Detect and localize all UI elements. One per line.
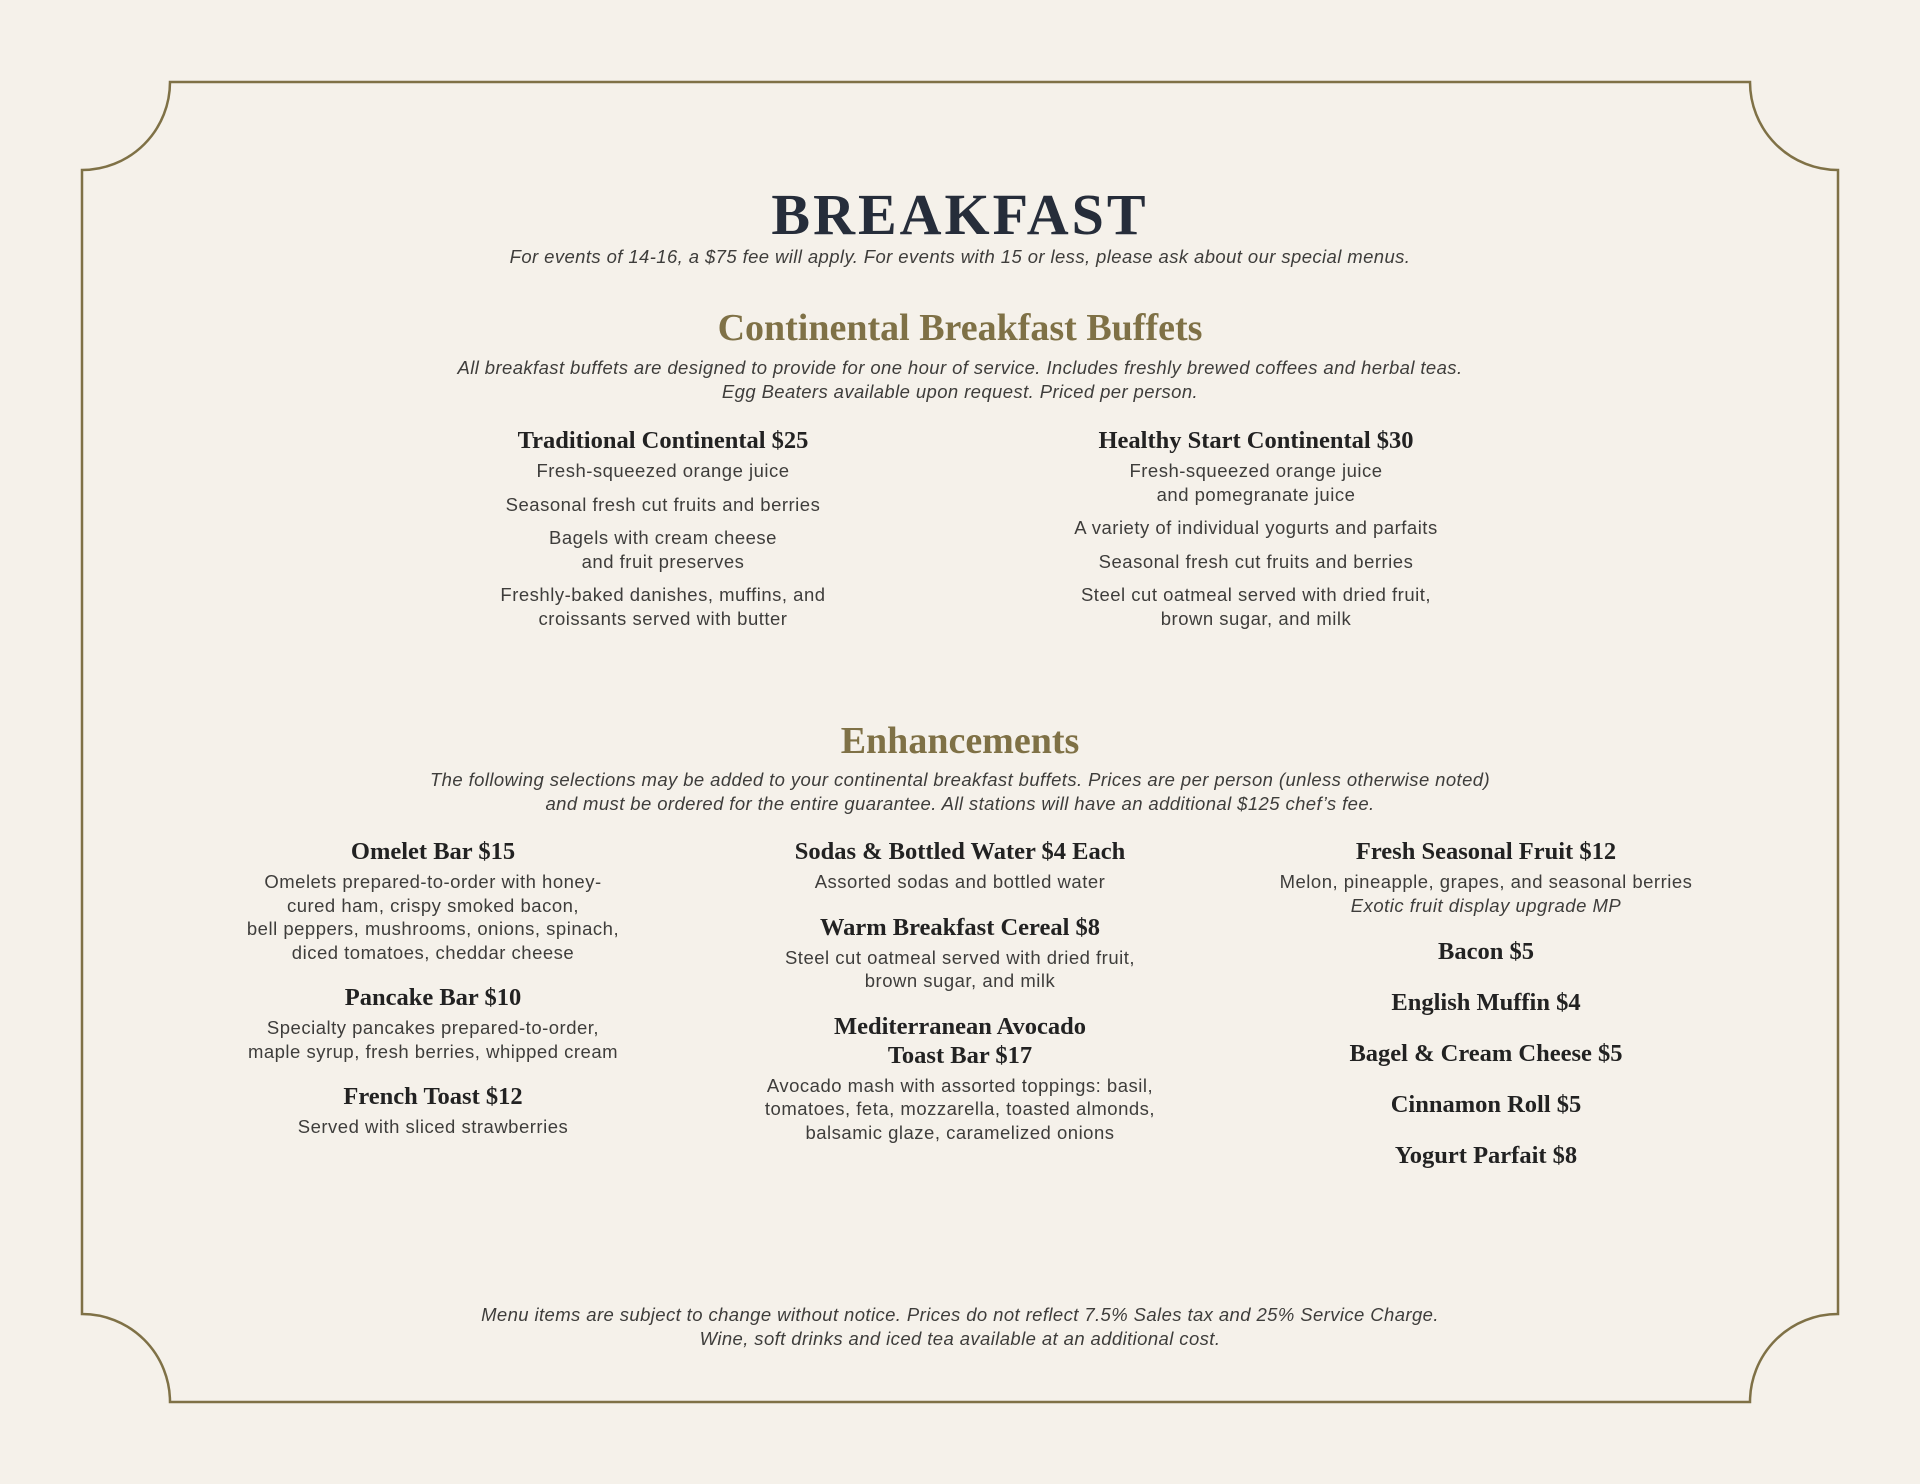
- header-note: For events of 14-16, a $75 fee will apply. For events with 15 or less, please ask about our special menus.: [509, 246, 1411, 267]
- continental-title: Continental Breakfast Buffets: [717, 307, 1203, 349]
- enhancement-line: Melon, pineapple, grapes, and seasonal berries: [1279, 871, 1693, 892]
- buffet-item-line: Seasonal fresh cut fruits and berries: [1098, 550, 1414, 572]
- enhancement-item-french-toast: [213, 1082, 653, 1139]
- enhancement-title: Warm Breakfast Cereal $8: [819, 913, 1101, 941]
- enhancements-column-1: [213, 837, 653, 1139]
- enhancement-title: Toast Bar $17: [887, 1041, 1033, 1069]
- continental-description: [0, 356, 1920, 404]
- enhancement-line: Specialty pancakes prepared-to-order,: [266, 1017, 600, 1038]
- header: [0, 182, 1920, 247]
- enhancement-line: balsamic glaze, caramelized onions: [805, 1121, 1115, 1143]
- enhancement-title: Fresh Seasonal Fruit $12: [1355, 838, 1617, 865]
- continental-desc-line-2: Egg Beaters available upon request. Priced per person.: [721, 381, 1199, 402]
- buffet-item-line: brown sugar, and milk: [1160, 607, 1352, 629]
- enhancement-title: Omelet Bar $15: [350, 838, 516, 865]
- enhancement-line: cured ham, crispy smoked bacon,: [286, 894, 580, 916]
- enhancements-desc-line-2: and must be ordered for the entire guarantee. All stations will have an additional $125 chef’s fee.: [545, 793, 1375, 814]
- enhancements-desc-line-1: The following selections may be added to your continental breakfast buffets. Prices are per person (unless otherwise noted): [429, 769, 1491, 790]
- enhancement-item-bagel: Bagel & Cream Cheese $5: [1349, 1040, 1623, 1067]
- enhancement-item-cereal: [740, 913, 1180, 993]
- enhancements-title: Enhancements: [840, 720, 1080, 762]
- enhancement-line: Omelets prepared-to-order with honey-: [264, 871, 602, 892]
- enhancement-item-cinnamon-roll: Cinnamon Roll $5: [1390, 1091, 1582, 1118]
- enhancement-item-yogurt-parfait: Yogurt Parfait $8: [1394, 1142, 1578, 1169]
- buffet-item: [1036, 550, 1476, 574]
- enhancement-title: French Toast $12: [343, 1083, 523, 1110]
- enhancement-line: maple syrup, fresh berries, whipped cream: [247, 1040, 619, 1062]
- enhancement-item-english-muffin: English Muffin $4: [1391, 989, 1581, 1016]
- buffet-healthy-start: [1036, 426, 1476, 630]
- buffet-item-line: Fresh-squeezed orange juice: [536, 460, 790, 481]
- buffet-title: Healthy Start Continental $30: [1098, 427, 1414, 454]
- enhancements-description: [0, 768, 1920, 816]
- buffet-item: [1036, 583, 1476, 630]
- buffet-traditional: [463, 426, 863, 630]
- buffet-item: [463, 583, 863, 630]
- enhancement-title: Sodas & Bottled Water $4 Each: [794, 838, 1126, 865]
- footer-line-1: Menu items are subject to change without notice. Prices do not reflect 7.5% Sales tax and 25% Service Charge.: [481, 1304, 1439, 1325]
- enhancement-item-omelet-bar: [213, 837, 653, 964]
- buffet-item: [1036, 459, 1476, 506]
- buffet-item: [463, 459, 863, 483]
- buffet-item-line: Steel cut oatmeal served with dried fruit,: [1080, 584, 1432, 605]
- enhancement-line: Avocado mash with assorted toppings: basil,: [766, 1074, 1154, 1096]
- buffet-title: Traditional Continental $25: [517, 427, 809, 454]
- footer-line-2: Wine, soft drinks and iced tea available at an additional cost.: [699, 1328, 1221, 1349]
- continental-section-header: [0, 309, 1920, 347]
- buffet-item-line: Bagels with cream cheese: [549, 527, 777, 548]
- enhancement-item-pancake-bar: [213, 983, 653, 1063]
- continental-desc-line-1: All breakfast buffets are designed to provide for one hour of service. Includes freshly brewed coffees and herbal teas.: [457, 357, 1463, 378]
- buffet-item-line: Seasonal fresh cut fruits and berries: [505, 493, 821, 515]
- enhancement-line: Assorted sodas and bottled water: [814, 871, 1106, 892]
- enhancement-upgrade-note: Exotic fruit display upgrade MP: [1350, 894, 1622, 916]
- buffet-item-line: croissants served with butter: [538, 607, 788, 629]
- enhancement-item-bacon: Bacon $5: [1438, 938, 1534, 965]
- enhancements-column-2: [740, 837, 1180, 1144]
- enhancement-line: bell peppers, mushrooms, onions, spinach,: [246, 918, 620, 939]
- buffet-item: [463, 493, 863, 517]
- buffet-item-line: and pomegranate juice: [1156, 483, 1356, 505]
- enhancement-line: brown sugar, and milk: [864, 970, 1056, 991]
- buffet-item-line: and fruit preserves: [581, 550, 745, 572]
- enhancement-line: Served with sliced strawberries: [297, 1116, 569, 1137]
- enhancements-section-header: [0, 722, 1920, 760]
- enhancement-item-sodas: [740, 837, 1180, 894]
- enhancement-item-fruit: [1246, 837, 1726, 917]
- buffet-item: [1036, 516, 1476, 540]
- enhancement-line: diced tomatoes, cheddar cheese: [291, 941, 575, 963]
- enhancement-item-avocado-toast: [740, 1012, 1180, 1145]
- enhancement-title: Pancake Bar $10: [344, 984, 522, 1011]
- enhancement-title: Mediterranean Avocado: [834, 1012, 1086, 1040]
- buffet-item-line: Freshly-baked danishes, muffins, and: [500, 584, 826, 605]
- buffet-item-line: A variety of individual yogurts and parfaits: [1074, 517, 1438, 538]
- page-title: BREAKFAST: [771, 182, 1149, 247]
- enhancements-column-3: [1246, 837, 1726, 1170]
- enhancement-line: Steel cut oatmeal served with dried fruit,: [784, 946, 1136, 968]
- buffet-item: [463, 526, 863, 573]
- enhancement-line: tomatoes, feta, mozzarella, toasted almonds,: [764, 1098, 1156, 1119]
- footer-note: [0, 1303, 1920, 1351]
- buffet-item-line: Fresh-squeezed orange juice: [1129, 460, 1383, 481]
